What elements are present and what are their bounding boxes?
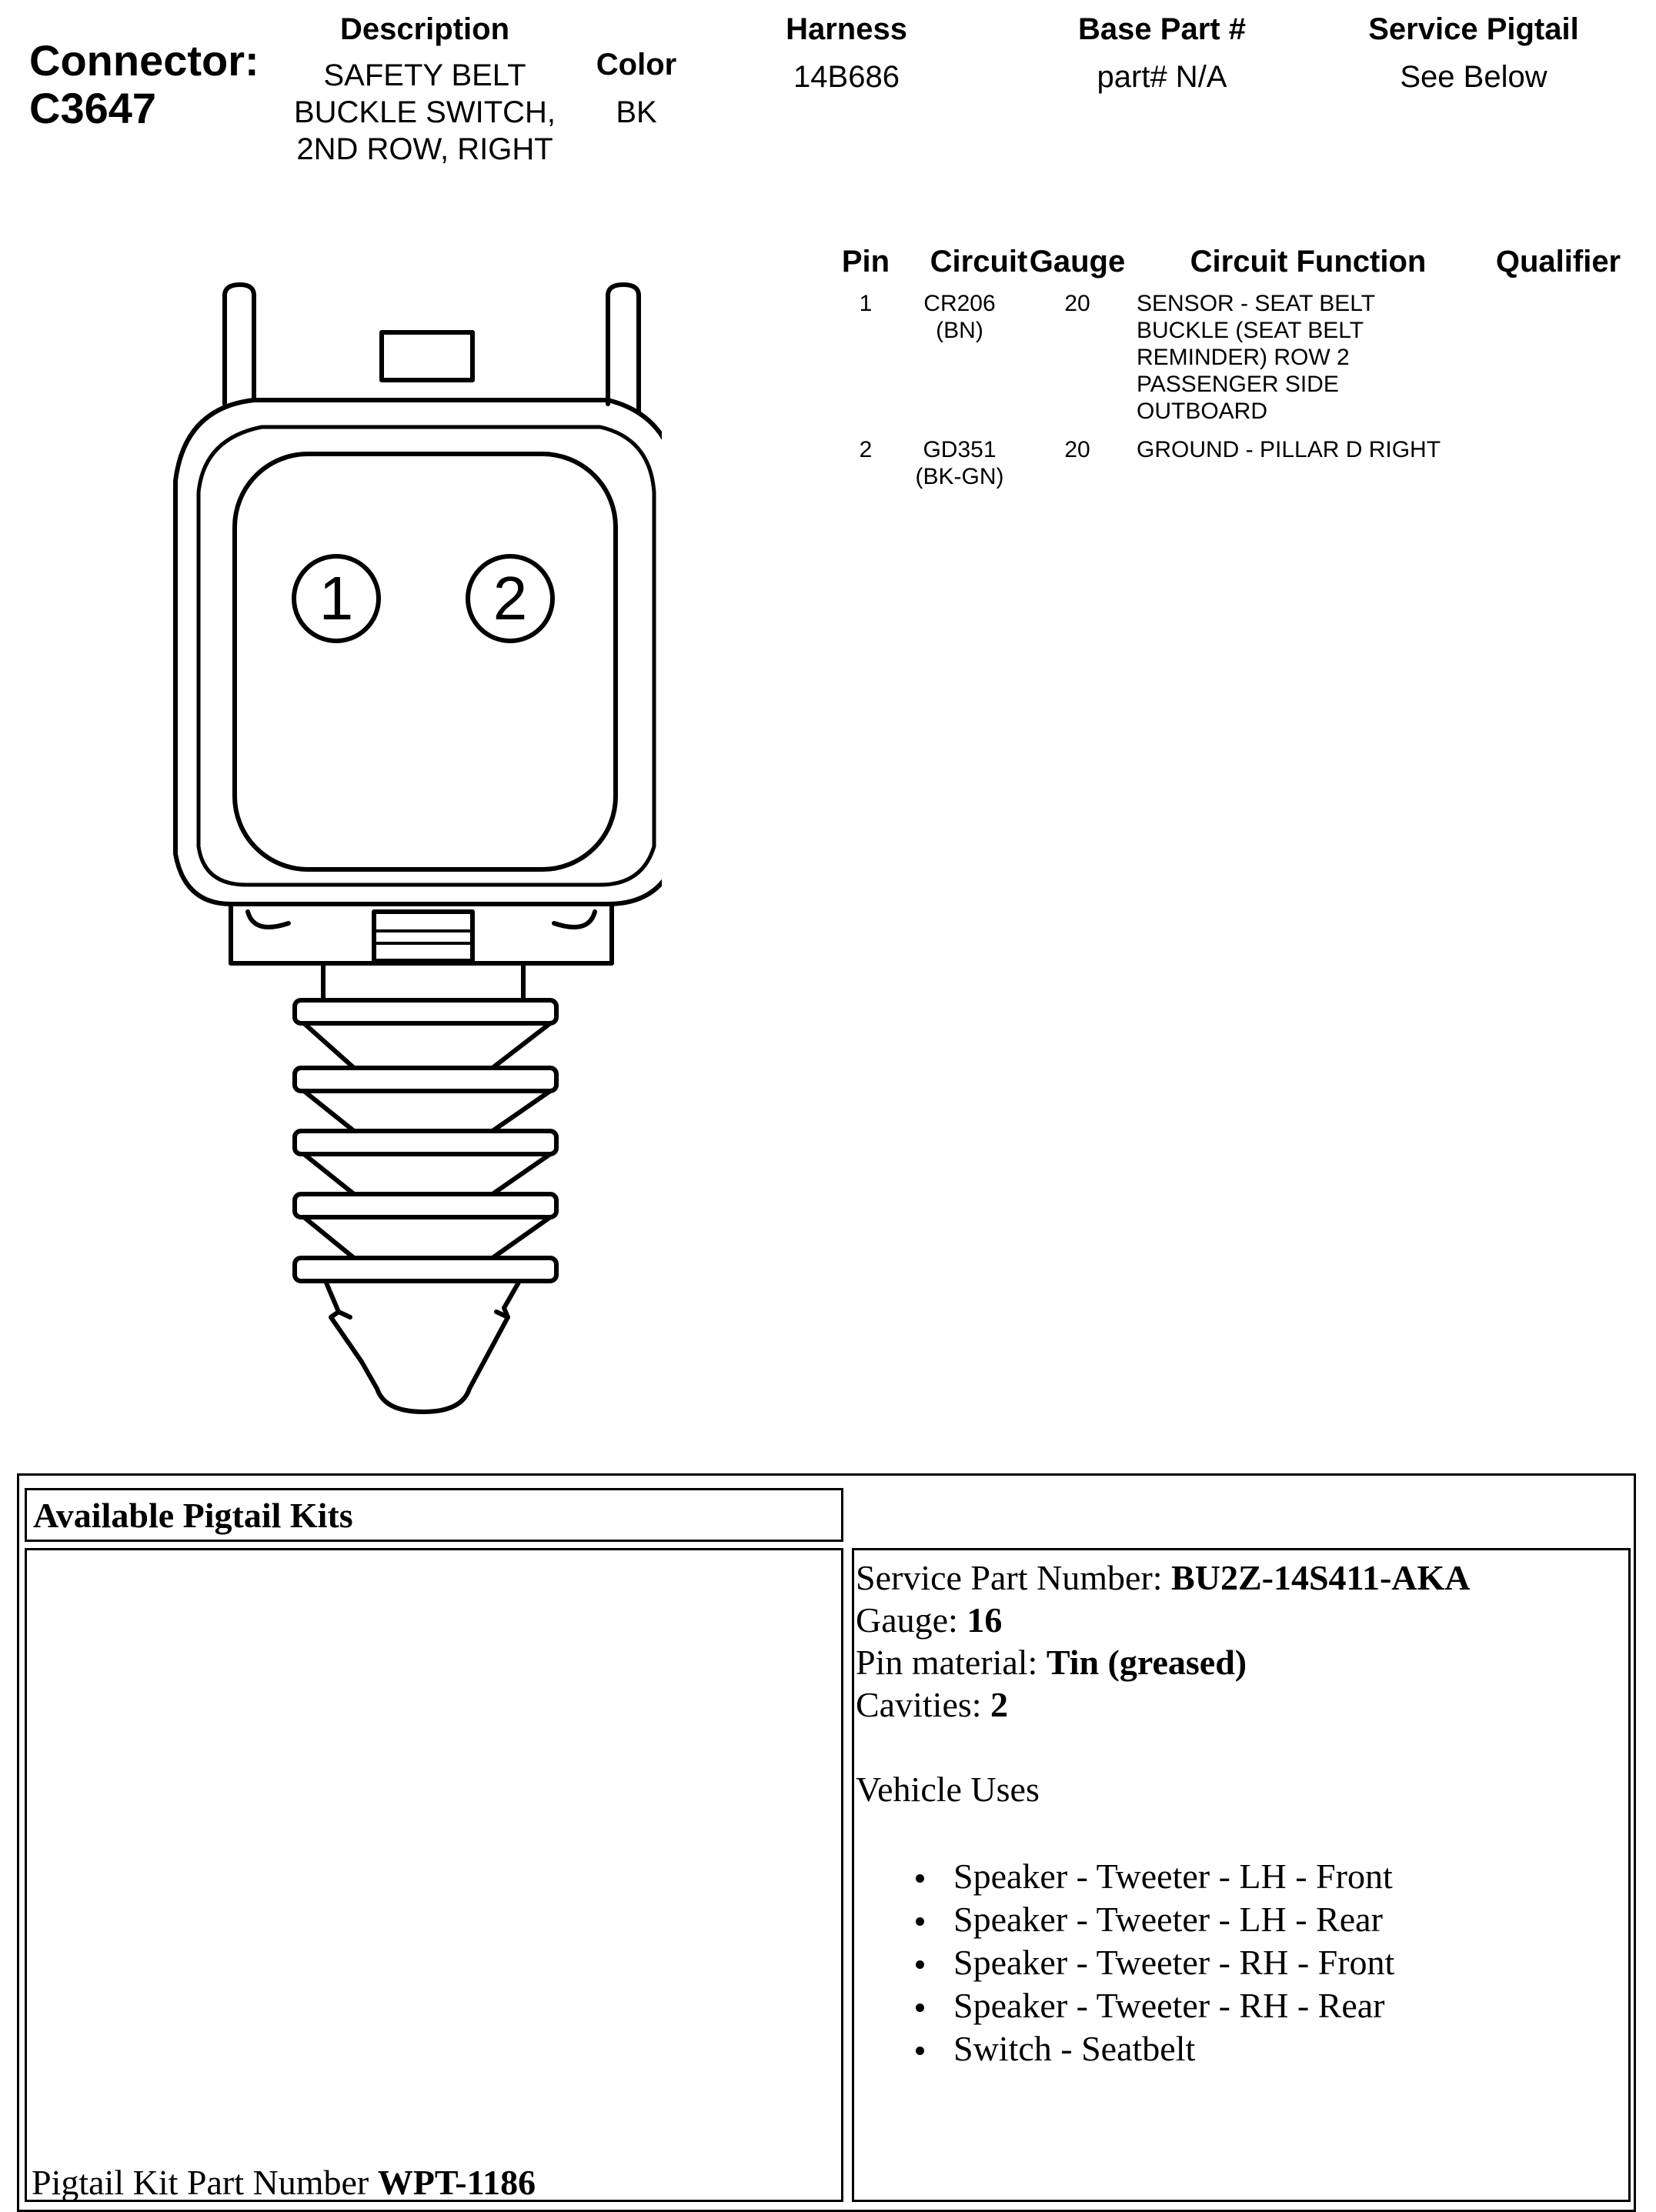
function-line: GROUND - PILLAR D RIGHT bbox=[1137, 437, 1441, 462]
function-column-header: Circuit Function bbox=[1190, 245, 1427, 279]
cavities-value: 2 bbox=[990, 1685, 1009, 1724]
list-item bbox=[856, 1855, 1628, 1898]
pin-label-1: 1 bbox=[319, 564, 354, 632]
service-part-number bbox=[856, 1556, 1628, 1599]
two-pin-connector-face-icon bbox=[139, 269, 662, 1423]
circuit-column-header: Circuit bbox=[930, 245, 1028, 279]
harness-value: 14B686 bbox=[793, 60, 900, 94]
description-value bbox=[271, 57, 579, 168]
description-line: SAFETY BELT bbox=[323, 58, 526, 92]
base-part-value: part# N/A bbox=[1097, 60, 1227, 94]
function-cell bbox=[1137, 436, 1537, 463]
bullet-icon bbox=[916, 2047, 924, 2055]
service-pigtail-heading: Service Pigtail bbox=[1368, 12, 1579, 46]
pin-label-2: 2 bbox=[492, 564, 528, 632]
bullet-icon bbox=[916, 1917, 924, 1926]
gauge-column-header: Gauge bbox=[1029, 245, 1126, 279]
pigtail-gauge-label: Gauge: bbox=[856, 1600, 967, 1640]
pigtail-gauge bbox=[856, 1599, 1628, 1641]
color-value: BK bbox=[616, 95, 657, 129]
base-part-heading: Base Part # bbox=[1078, 12, 1246, 46]
pigtail-image-cell bbox=[25, 1548, 843, 2202]
circuit-id: CR206 bbox=[923, 291, 996, 316]
pin-material-label: Pin material: bbox=[856, 1643, 1047, 1682]
service-pigtail-value: See Below bbox=[1400, 60, 1547, 94]
function-line: BUCKLE (SEAT BELT bbox=[1137, 318, 1364, 343]
circuit-color: (BK-GN) bbox=[915, 464, 1004, 489]
qualifier-column-header: Qualifier bbox=[1495, 245, 1621, 279]
list-item bbox=[856, 2027, 1628, 2070]
circuit-color: (BN) bbox=[936, 318, 983, 343]
vehicle-use-text: Speaker - Tweeter - RH - Rear bbox=[953, 1986, 1385, 2025]
bullet-icon bbox=[916, 2003, 924, 2012]
pigtail-kit-value: WPT-1186 bbox=[377, 2163, 536, 2202]
connector-title bbox=[29, 37, 259, 132]
pigtail-kit-number bbox=[32, 2160, 536, 2206]
pin-number: 2 bbox=[859, 437, 873, 462]
function-cell bbox=[1137, 290, 1491, 425]
circuit-id: GD351 bbox=[923, 437, 997, 462]
bullet-icon bbox=[916, 1960, 924, 1969]
cavities bbox=[856, 1683, 1628, 1726]
pigtail-kit-label: Pigtail Kit Part Number bbox=[32, 2163, 378, 2202]
description-heading: Description bbox=[339, 12, 510, 46]
function-line: SENSOR - SEAT BELT bbox=[1137, 291, 1376, 316]
list-item bbox=[856, 1984, 1628, 2027]
connector-label: Connector: bbox=[29, 36, 259, 85]
gauge-cell: 20 bbox=[1064, 437, 1090, 462]
pin-material bbox=[856, 1641, 1628, 1683]
vehicle-use-text: Switch - Seatbelt bbox=[953, 2029, 1196, 2068]
pin-number: 1 bbox=[859, 291, 873, 316]
bullet-icon bbox=[916, 1874, 924, 1883]
cavities-label: Cavities: bbox=[856, 1685, 991, 1724]
service-part-value: BU2Z-14S411-AKA bbox=[1171, 1558, 1471, 1597]
pigtail-details-cell bbox=[852, 1548, 1631, 2202]
pigtail-title: Available Pigtail Kits bbox=[25, 1488, 843, 1542]
circuit-cell bbox=[902, 290, 1017, 344]
vehicle-use-text: Speaker - Tweeter - LH - Front bbox=[953, 1857, 1393, 1896]
color-heading: Color bbox=[596, 48, 677, 82]
pigtail-gauge-value: 16 bbox=[967, 1600, 1003, 1640]
function-line: PASSENGER SIDE bbox=[1137, 372, 1339, 397]
connector-id: C3647 bbox=[29, 84, 157, 132]
gauge-cell: 20 bbox=[1064, 291, 1090, 316]
harness-heading: Harness bbox=[786, 12, 907, 46]
vehicle-use-text: Speaker - Tweeter - RH - Front bbox=[953, 1943, 1395, 1982]
pin-material-value: Tin (greased) bbox=[1046, 1643, 1247, 1682]
vehicle-use-text: Speaker - Tweeter - LH - Rear bbox=[953, 1900, 1383, 1939]
circuit-cell bbox=[902, 436, 1017, 490]
pin-column-header: Pin bbox=[841, 245, 890, 279]
list-item bbox=[856, 1898, 1628, 1941]
function-line: REMINDER) ROW 2 bbox=[1137, 345, 1350, 370]
service-part-label: Service Part Number: bbox=[856, 1558, 1172, 1597]
function-line: OUTBOARD bbox=[1137, 399, 1268, 424]
description-line: 2ND ROW, RIGHT bbox=[296, 132, 553, 166]
description-line: BUCKLE SWITCH, bbox=[293, 95, 556, 129]
vehicle-uses-list bbox=[856, 1855, 1628, 2070]
list-item bbox=[856, 1941, 1628, 1984]
vehicle-uses-heading: Vehicle Uses bbox=[856, 1770, 1040, 1809]
